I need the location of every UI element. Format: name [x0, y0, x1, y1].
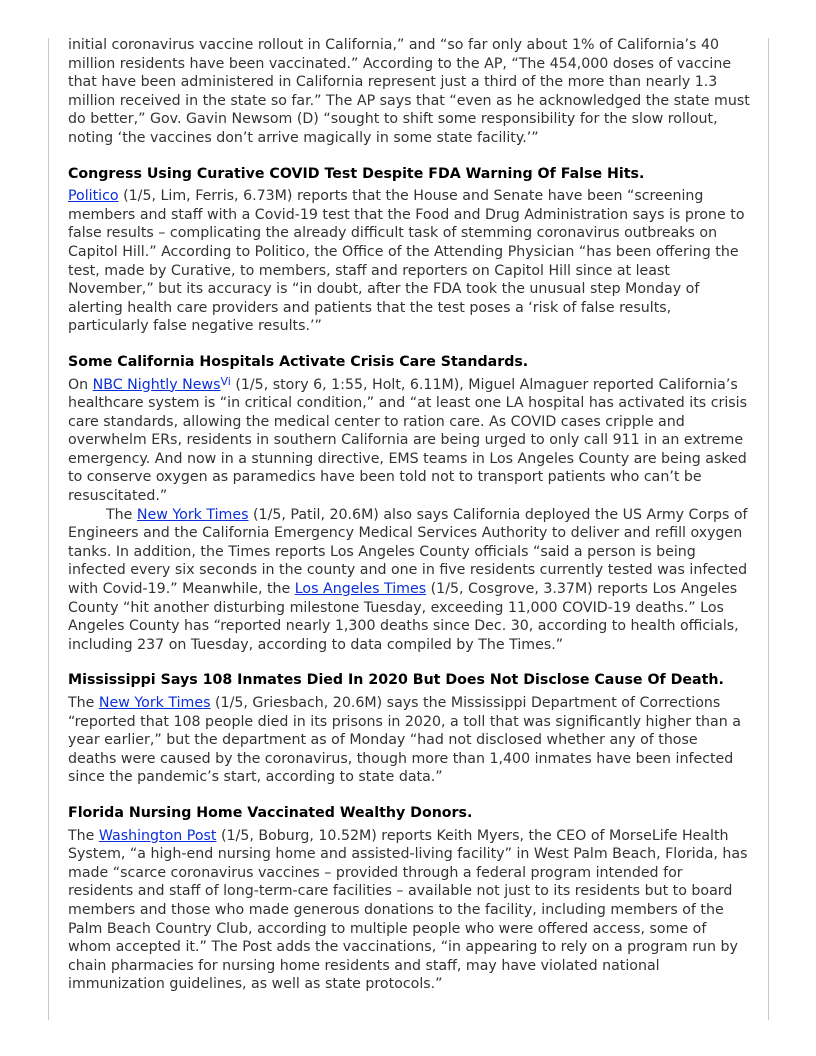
video-tag: [220, 375, 230, 388]
left-margin-rule: [48, 38, 49, 1020]
right-margin-rule: [768, 38, 769, 1020]
article-paragraph: [68, 187, 750, 336]
paragraph-prefix: The: [68, 695, 99, 711]
article-headline: Mississippi Says 108 Inmates Died In 2020 But Does Not Disclose Cause Of Death.: [68, 672, 724, 689]
paragraph-text: (1/5, Griesbach, 20.6M) says the Mississippi Department of Corrections “reported that 108 people died in its prisons in 2020, a toll that was significantly higher than a year earlier,” but the department as of Monday “had not disclosed whether any of those deaths were caused by the coronavirus, though more than 1,400 inmates have been infected since the pandemic’s start, according to state data.”: [68, 695, 741, 786]
paragraph-text: (1/5, Cosgrove, 3.37M) reports Los Angeles County “hit another disturbing milestone Tuesday, exceeding 11,000 COVID-19 deaths.” Los Angeles County has “reported nearly 1,300 deaths since Dec. 30, according to health officials, including 237 on Tuesday, according to data compiled by The Times.”: [68, 581, 739, 653]
paragraph-text: (1/5, Boburg, 10.52M) reports Keith Myers, the CEO of MorseLife Health System, “a high-end nursing home and assisted-living facility” in West Palm Beach, Florida, has made “scarce coronavirus vaccines – provided through a federal program intended for residents and staff of long-term-care facilities – available not just to its residents but to board members and those who made generous donations to the facility, including members of the Palm Beach Country Club, according to multiple people who were offered access, some of whom accepted it.” The Post adds the vaccinations, “in appearing to rely on a program run by chain pharmacies for nursing home residents and staff, may have violated national immunization guidelines, as well as state protocols.”: [68, 827, 748, 993]
article-paragraph: [68, 376, 750, 506]
video-link[interactable]: Vi: [220, 374, 231, 388]
paragraph-text: (1/5, story 6, 1:55, Holt, 6.11M), Miguel Almaguer reported California’s healthcare system is “in critical condition,” and “at least one LA hospital has activated its crisis care standards, allowing the medical center to ration care. As COVID cases cripple and overwhelm ERs, residents in southern California are being urged to only call 911 in an extreme emergency. And now in a stunning directive, EMS teams in Los Angeles County are being asked to conserve oxygen as paramedics have been told not to transport patients who can’t be resuscitated.”: [68, 376, 748, 505]
document-body: [68, 36, 750, 994]
article-paragraph: [68, 506, 750, 655]
article-headline: Some California Hospitals Activate Crisis Care Standards.: [68, 353, 529, 370]
source-link-new-york-times[interactable]: New York Times: [136, 506, 249, 523]
paragraph-prefix: The: [106, 506, 137, 523]
source-link-new-york-times[interactable]: New York Times: [98, 695, 211, 711]
paragraph-text: (1/5, Lim, Ferris, 6.73M) reports that the House and Senate have been “screening members and staff with a Covid-19 test that the Food and Drug Administration says is prone to false results – complicating the already difficult task of stemming coronavirus outbreaks on Capitol Hill.” According to Politico, the Office of the Attending Physician “has been offering the test, made by Curative, to members, staff and reporters on Capitol Hill since at least November,” but its accuracy is “in doubt, after the FDA took the unusual step Monday of alerting health care providers and patients that the test poses a ‘risk of false results, particularly false negative results.’”: [68, 188, 745, 335]
article-paragraph: [68, 827, 750, 994]
article-paragraph: [68, 694, 750, 787]
source-link-politico[interactable]: Politico: [68, 188, 119, 205]
source-link-los-angeles-times[interactable]: Los Angeles Times: [294, 581, 427, 598]
article-headline: Florida Nursing Home Vaccinated Wealthy Donors.: [68, 804, 473, 821]
paragraph-text: (1/5, Patil, 20.6M) also says California deployed the US Army Corps of Engineers and the California Emergency Medical Services Authority to deliver and refill oxygen tanks. In addition, the Times reports Los Angeles County officials “said a person is being infected every six seconds in the county and one in five residents currently tested was infected with Covid-19.” Meanwhile, the: [68, 506, 748, 598]
intro-paragraph: initial coronavirus vaccine rollout in California,” and “so far only about 1% of California’s 40 million residents have been vaccinated.” According to the AP, “The 454,000 doses of vaccine that have been administered in California represent just a third of the more than nearly 1.3 million received in the state so far.” The AP says that “even as he acknowledged the state must do better,” Gov. Gavin Newsom (D) “sought to shift some responsibility for the slow rollout, noting ‘the vaccines don’t arrive magically in some state facility.’”: [68, 37, 750, 146]
paragraph-prefix: On: [68, 376, 93, 393]
source-link-nbc-nightly-news[interactable]: NBC Nightly News: [92, 376, 221, 393]
paragraph-prefix: The: [68, 827, 99, 844]
article-headline: Congress Using Curative COVID Test Despite FDA Warning Of False Hits.: [68, 165, 645, 182]
source-link-washington-post[interactable]: Washington Post: [98, 827, 217, 844]
